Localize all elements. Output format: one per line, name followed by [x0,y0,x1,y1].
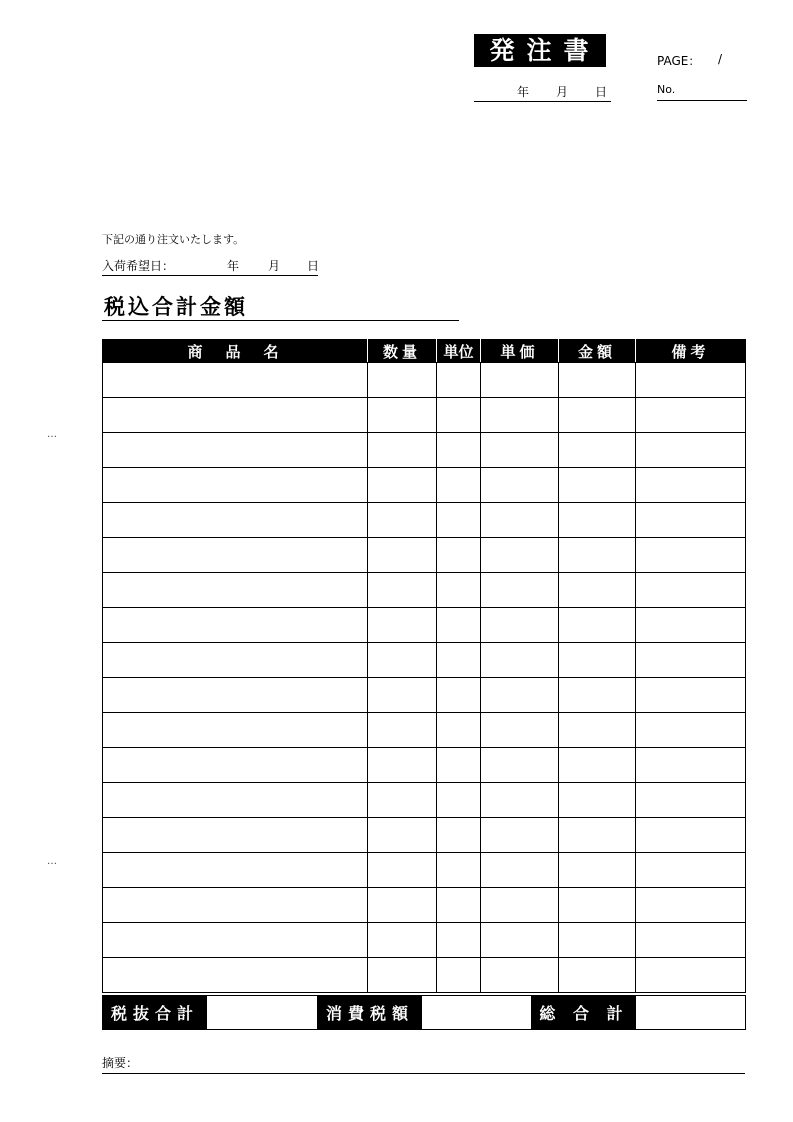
remarks-cell[interactable] [636,503,746,538]
quantity-cell[interactable] [368,363,437,398]
amount-cell[interactable] [559,888,636,923]
amount-cell[interactable] [559,608,636,643]
table-row [103,433,746,468]
unit-cell[interactable] [437,573,481,608]
unit-cell[interactable] [437,748,481,783]
remarks-cell[interactable] [636,783,746,818]
amount-cell[interactable] [559,853,636,888]
remarks-cell[interactable] [636,888,746,923]
amount-cell[interactable] [559,923,636,958]
amount-cell[interactable] [559,398,636,433]
unit-price-cell[interactable] [481,573,559,608]
unit-price-cell[interactable] [481,888,559,923]
remarks-cell[interactable] [636,398,746,433]
table-row [103,748,746,783]
item-name-cell[interactable] [103,398,368,433]
remarks-cell[interactable] [636,923,746,958]
unit-price-cell[interactable] [481,853,559,888]
unit-cell[interactable] [437,398,481,433]
unit-price-cell[interactable] [481,818,559,853]
unit-cell[interactable] [437,363,481,398]
grand-total-value[interactable] [636,996,745,1029]
table-row [103,398,746,433]
page-label: PAGE： [657,54,701,68]
amount-cell[interactable] [559,503,636,538]
table-body [103,363,746,993]
table-row [103,503,746,538]
unit-cell[interactable] [437,713,481,748]
order-number-label: No. [657,83,676,96]
page-separator: / [718,52,723,66]
unit-cell[interactable] [437,608,481,643]
table-row [103,783,746,818]
table-row [103,888,746,923]
delivery-date-label: 入荷希望日： [102,259,175,273]
table-row [103,923,746,958]
tax-included-total-label: 税込合計金額 [104,295,248,319]
amount-cell[interactable] [559,783,636,818]
quantity-cell[interactable] [368,398,437,433]
document-title: 発注書 [474,34,606,67]
table-row [103,678,746,713]
unit-price-cell[interactable] [481,748,559,783]
quantity-cell[interactable] [368,503,437,538]
unit-price-cell[interactable] [481,433,559,468]
quantity-cell[interactable] [368,888,437,923]
amount-cell[interactable] [559,713,636,748]
quantity-cell[interactable] [368,818,437,853]
unit-cell[interactable] [437,678,481,713]
subtotal-label: 税抜合計 [103,996,207,1029]
amount-cell[interactable] [559,468,636,503]
quantity-cell[interactable] [368,608,437,643]
unit-cell[interactable] [437,923,481,958]
remarks-cell[interactable] [636,713,746,748]
grand-total-label: 総 合 計 [532,996,636,1029]
issue-date-day: 日 [595,85,608,99]
item-name-cell[interactable] [103,888,368,923]
remarks-cell[interactable] [636,958,746,993]
item-name-cell[interactable] [103,923,368,958]
column-header-amount: 金額 [559,340,636,363]
unit-cell[interactable] [437,538,481,573]
totals-bar [102,995,746,1030]
unit-price-cell[interactable] [481,958,559,993]
table-row [103,608,746,643]
remarks-cell[interactable] [636,608,746,643]
unit-cell[interactable] [437,818,481,853]
item-name-cell[interactable] [103,818,368,853]
table-header-row [103,340,746,363]
tax-included-total-field[interactable] [102,290,459,321]
unit-price-cell[interactable] [481,468,559,503]
quantity-cell[interactable] [368,643,437,678]
quantity-cell[interactable] [368,538,437,573]
remarks-cell[interactable] [636,678,746,713]
unit-price-cell[interactable] [481,783,559,818]
unit-price-cell[interactable] [481,538,559,573]
remarks-cell[interactable] [636,433,746,468]
quantity-cell[interactable] [368,713,437,748]
column-header-remarks: 備考 [636,340,746,363]
delivery-date-day: 日 [307,259,320,273]
unit-cell[interactable] [437,783,481,818]
item-name-cell[interactable] [103,643,368,678]
column-header-unit: 単位 [437,340,481,363]
item-name-cell[interactable] [103,713,368,748]
table-row [103,958,746,993]
column-header-quantity: 数量 [368,340,437,363]
unit-cell[interactable] [437,468,481,503]
remarks-cell[interactable] [636,468,746,503]
margin-mark: … [47,856,57,867]
column-header-item-name: 商 品 名 [103,340,368,363]
amount-cell[interactable] [559,748,636,783]
delivery-date-month: 月 [268,259,281,273]
quantity-cell[interactable] [368,853,437,888]
order-items-table [102,339,746,993]
unit-cell[interactable] [437,958,481,993]
remarks-cell[interactable] [636,853,746,888]
item-name-cell[interactable] [103,608,368,643]
delivery-date-year: 年 [227,259,240,273]
issue-date-field[interactable] [474,82,611,102]
remarks-cell[interactable] [636,643,746,678]
remarks-cell[interactable] [636,748,746,783]
quantity-cell[interactable] [368,678,437,713]
table-row [103,713,746,748]
item-name-cell[interactable] [103,958,368,993]
item-name-cell[interactable] [103,748,368,783]
issue-date-month: 月 [556,85,569,99]
item-name-cell[interactable] [103,433,368,468]
order-number-field[interactable] [657,83,747,101]
unit-cell[interactable] [437,888,481,923]
table-row [103,363,746,398]
remarks-cell[interactable] [636,538,746,573]
memo-field[interactable] [102,1054,745,1074]
item-name-cell[interactable] [103,678,368,713]
table-row [103,468,746,503]
unit-cell[interactable] [437,643,481,678]
remarks-cell[interactable] [636,818,746,853]
amount-cell[interactable] [559,433,636,468]
amount-cell[interactable] [559,958,636,993]
tax-value[interactable] [422,996,532,1029]
table-row [103,573,746,608]
amount-cell[interactable] [559,678,636,713]
margin-mark: … [47,429,57,440]
amount-cell[interactable] [559,818,636,853]
item-name-cell[interactable] [103,853,368,888]
table-row [103,538,746,573]
quantity-cell[interactable] [368,923,437,958]
item-name-cell[interactable] [103,468,368,503]
tax-label: 消費税額 [318,996,422,1029]
remarks-cell[interactable] [636,363,746,398]
item-name-cell[interactable] [103,783,368,818]
unit-cell[interactable] [437,853,481,888]
amount-cell[interactable] [559,363,636,398]
unit-cell[interactable] [437,433,481,468]
subtotal-value[interactable] [207,996,318,1029]
amount-cell[interactable] [559,643,636,678]
unit-price-cell[interactable] [481,608,559,643]
table-row [103,818,746,853]
unit-price-cell[interactable] [481,643,559,678]
item-name-cell[interactable] [103,503,368,538]
remarks-cell[interactable] [636,573,746,608]
unit-price-cell[interactable] [481,503,559,538]
unit-cell[interactable] [437,503,481,538]
table-row [103,853,746,888]
unit-price-cell[interactable] [481,923,559,958]
delivery-date-field[interactable] [102,256,318,276]
unit-price-cell[interactable] [481,678,559,713]
issue-date-year: 年 [517,85,530,99]
item-name-cell[interactable] [103,538,368,573]
intro-text: 下記の通り注文いたします。 [102,233,245,246]
item-name-cell[interactable] [103,363,368,398]
unit-price-cell[interactable] [481,363,559,398]
table-row [103,643,746,678]
memo-label: 摘要： [102,1056,139,1070]
item-name-cell[interactable] [103,573,368,608]
quantity-cell[interactable] [368,433,437,468]
amount-cell[interactable] [559,573,636,608]
unit-price-cell[interactable] [481,713,559,748]
quantity-cell[interactable] [368,468,437,503]
quantity-cell[interactable] [368,958,437,993]
quantity-cell[interactable] [368,573,437,608]
amount-cell[interactable] [559,538,636,573]
unit-price-cell[interactable] [481,398,559,433]
quantity-cell[interactable] [368,783,437,818]
quantity-cell[interactable] [368,748,437,783]
column-header-unit-price: 単価 [481,340,559,363]
